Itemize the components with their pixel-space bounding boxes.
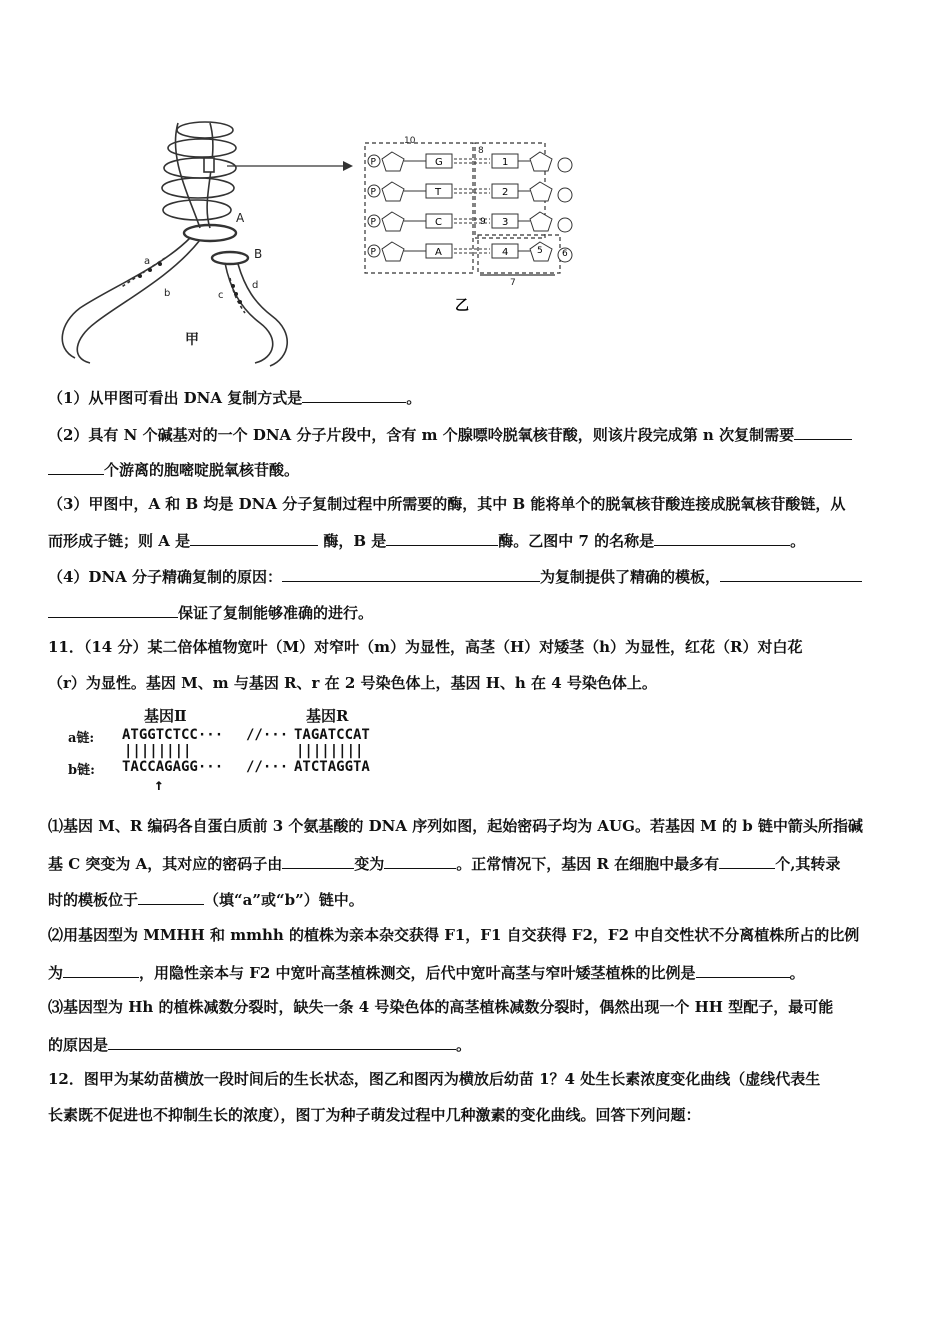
q11-intro-b: （r）为显性。基因 M、m 与基因 R、r 在 2 号染色体上，基因 H、h 在 4 号染色体上。 [48, 674, 657, 692]
q11-s2 [48, 925, 908, 945]
label-9: 9 [480, 217, 486, 227]
label-5: 5 [537, 246, 543, 256]
phosphate-label: P [370, 157, 376, 168]
q11-s1-cont [48, 852, 908, 874]
q10-p3-c: 酶，B 是 [318, 532, 387, 550]
q10-p1-text: （1）从甲图可看出 DNA 复制方式是 [48, 389, 303, 407]
label-b: b [164, 288, 171, 299]
figure-yi-dna-structure [360, 135, 585, 315]
label-c: c [218, 290, 224, 301]
q10-part4-cont [48, 601, 908, 623]
sugar-right [530, 212, 552, 231]
q10-p4-b: 为复制提供了精确的模板， [540, 568, 721, 586]
b-seq-sep: //··· [246, 759, 289, 775]
q12-a: 12．图甲为某幼苗横放一段时间后的生长状态，图乙和图丙为横放后幼苗 1？4 处生长素浓度变化曲线（虚线代表生 [48, 1070, 821, 1088]
gene-sequence-figure [66, 705, 406, 805]
label-A: A [236, 211, 245, 225]
answer-blank[interactable] [386, 529, 498, 546]
q11-s2-c: ，用隐性亲本与 F2 中宽叶高茎植株测交，后代中宽叶高茎与窄叶矮茎植株的比例是 [139, 964, 696, 982]
label-6: 6 [562, 249, 568, 259]
arrow-icon [225, 158, 355, 174]
arrow-up-icon: ↑ [154, 775, 164, 794]
q11-s1-e: 个,其转录 [775, 855, 841, 873]
base-left-label: C [435, 217, 442, 228]
a-chain-label: a链: [68, 731, 95, 746]
figure-jia-dna-replication [50, 118, 310, 368]
answer-blank[interactable] [696, 961, 790, 978]
q11-s2-b: 为 [48, 964, 64, 982]
answer-blank[interactable] [63, 961, 139, 978]
q12-intro [48, 1069, 908, 1089]
base-left-label: T [435, 187, 442, 198]
sugar-left [382, 152, 404, 171]
q12-b: 长素既不促进也不抑制生长的浓度），图丁为种子萌发过程中几种激素的变化曲线。回答下列问题： [48, 1106, 701, 1124]
figure-yi-label: 乙 [455, 298, 469, 314]
q10-part2 [48, 423, 908, 445]
base-right-label: 2 [502, 187, 509, 198]
answer-blank[interactable] [384, 852, 456, 869]
q11-s1 [48, 816, 908, 836]
q12-intro-cont [48, 1105, 908, 1125]
label-d: d [252, 280, 259, 291]
q11-s3-c: 。 [456, 1036, 472, 1054]
b-seq-m: TACCAGAGG··· [122, 759, 224, 775]
q10-p2-text: （2）具有 N 个碱基对的一个 DNA 分子片段中，含有 m 个腺嘌呤脱氧核苷酸，则该片段完成第 n 次复制需要 [48, 426, 795, 444]
answer-blank[interactable] [282, 852, 354, 869]
phosphate-label: P [370, 247, 376, 258]
phosphate-label: P [370, 187, 376, 198]
q10-p3-d: 酶。乙图中 7 的名称是 [498, 532, 655, 550]
sugar-right [530, 182, 552, 201]
figure-jia-label: 甲 [185, 332, 199, 348]
label-a: a [144, 256, 151, 267]
q11-s1-c: 变为 [354, 855, 385, 873]
answer-blank[interactable] [190, 529, 318, 546]
answer-blank[interactable] [719, 852, 775, 869]
q11-s2-d: 。 [789, 964, 805, 982]
bars-m: |||||||| [124, 743, 192, 759]
answer-blank[interactable] [48, 458, 104, 475]
q11-s3-a: ⑶基因型为 Hh 的植株减数分裂时，缺失一条 4 号染色体的高茎植株减数分裂时，偶然出现一个 HH 型配子，最可能 [48, 998, 834, 1016]
answer-blank[interactable] [48, 601, 178, 618]
a-seq-sep: //··· [246, 727, 289, 743]
q10-p3-b: 而形成子链；则 A 是 [48, 532, 191, 550]
bars-r: |||||||| [296, 743, 364, 759]
a-seq-r: TAGATCCAT [294, 727, 370, 743]
sugar-left [382, 212, 404, 231]
q11-s1-cont2 [48, 888, 908, 910]
q11-s1-f: 时的模板位于 [48, 891, 139, 909]
b-chain-label: b链: [68, 763, 95, 778]
q10-p3-e: 。 [790, 532, 806, 550]
q11-intro-cont [48, 673, 908, 693]
phosphate-right [558, 158, 572, 172]
answer-blank[interactable] [720, 565, 862, 582]
q11-s2-cont [48, 961, 908, 983]
gene-m-label: 基因Ⅱ [144, 707, 187, 725]
phosphate-label: P [370, 217, 376, 228]
q11-s2-a: ⑵用基因型为 MMHH 和 mmhh 的植株为亲本杂交获得 F1，F1 自交获得 F2，F2 中自交性状不分离植株所占的比例 [48, 926, 860, 944]
label-8: 8 [478, 146, 484, 156]
gene-r-label: 基因R [306, 707, 349, 725]
q10-part4 [48, 565, 908, 587]
label-10: 10 [404, 136, 416, 146]
a-seq-m: ATGGTCTCC··· [122, 727, 224, 743]
sugar-left [382, 182, 404, 201]
label-B: B [254, 247, 263, 261]
base-left-label: G [435, 157, 443, 168]
q11-s1-b: 基 C 突变为 A，其对应的密码子由 [48, 855, 283, 873]
q10-part2-cont [48, 458, 908, 480]
q10-part3-cont [48, 529, 908, 551]
answer-blank[interactable] [654, 529, 790, 546]
q11-intro-a: 11．（14 分）某二倍体植物宽叶（M）对窄叶（m）为显性，高茎（H）对矮茎（h）为显性，红花（R）对白花 [48, 638, 803, 656]
label-7: 7 [510, 278, 516, 288]
sugar-left [382, 242, 404, 261]
q11-intro [48, 637, 908, 657]
answer-blank[interactable] [794, 423, 852, 440]
q11-s3 [48, 997, 908, 1017]
answer-blank[interactable] [302, 386, 406, 403]
q11-s1-a: ⑴基因 M、R 编码各自蛋白质前 3 个氨基酸的 DNA 序列如图，起始密码子均为 AUG。若基因 M 的 b 链中箭头所指碱 [48, 817, 863, 835]
base-right-label: 1 [502, 157, 509, 168]
answer-blank[interactable] [282, 565, 540, 582]
q10-p4-c: 保证了复制能够准确的进行。 [178, 604, 374, 622]
q11-s1-d: 。正常情况下，基因 R 在细胞中最多有 [456, 855, 720, 873]
answer-blank[interactable] [108, 1033, 456, 1050]
q10-part3 [48, 494, 908, 514]
q10-part1 [48, 386, 908, 408]
phosphate-right [558, 188, 572, 202]
b-seq-r: ATCTAGGTA [294, 759, 370, 775]
q11-s3-cont [48, 1033, 908, 1055]
q11-s3-b: 的原因是 [48, 1036, 109, 1054]
q11-s1-g: （填“a”或“b”）链中。 [204, 891, 364, 909]
base-left-label: A [435, 247, 442, 258]
q10-p4-a: （4）DNA 分子精确复制的原因： [48, 568, 283, 586]
q10-p3-text: （3）甲图中，A 和 B 均是 DNA 分子复制过程中所需要的酶，其中 B 能将单个的脱氧核苷酸连接成脱氧核苷酸链，从 [48, 495, 846, 513]
base-right-label: 4 [502, 247, 509, 258]
q10-p1-end: 。 [406, 389, 422, 407]
sugar-right [530, 152, 552, 171]
base-right-label: 3 [502, 217, 509, 228]
answer-blank[interactable] [138, 888, 204, 905]
q10-p2-end: 个游离的胞嘧啶脱氧核苷酸。 [104, 461, 300, 479]
phosphate-right [558, 218, 572, 232]
